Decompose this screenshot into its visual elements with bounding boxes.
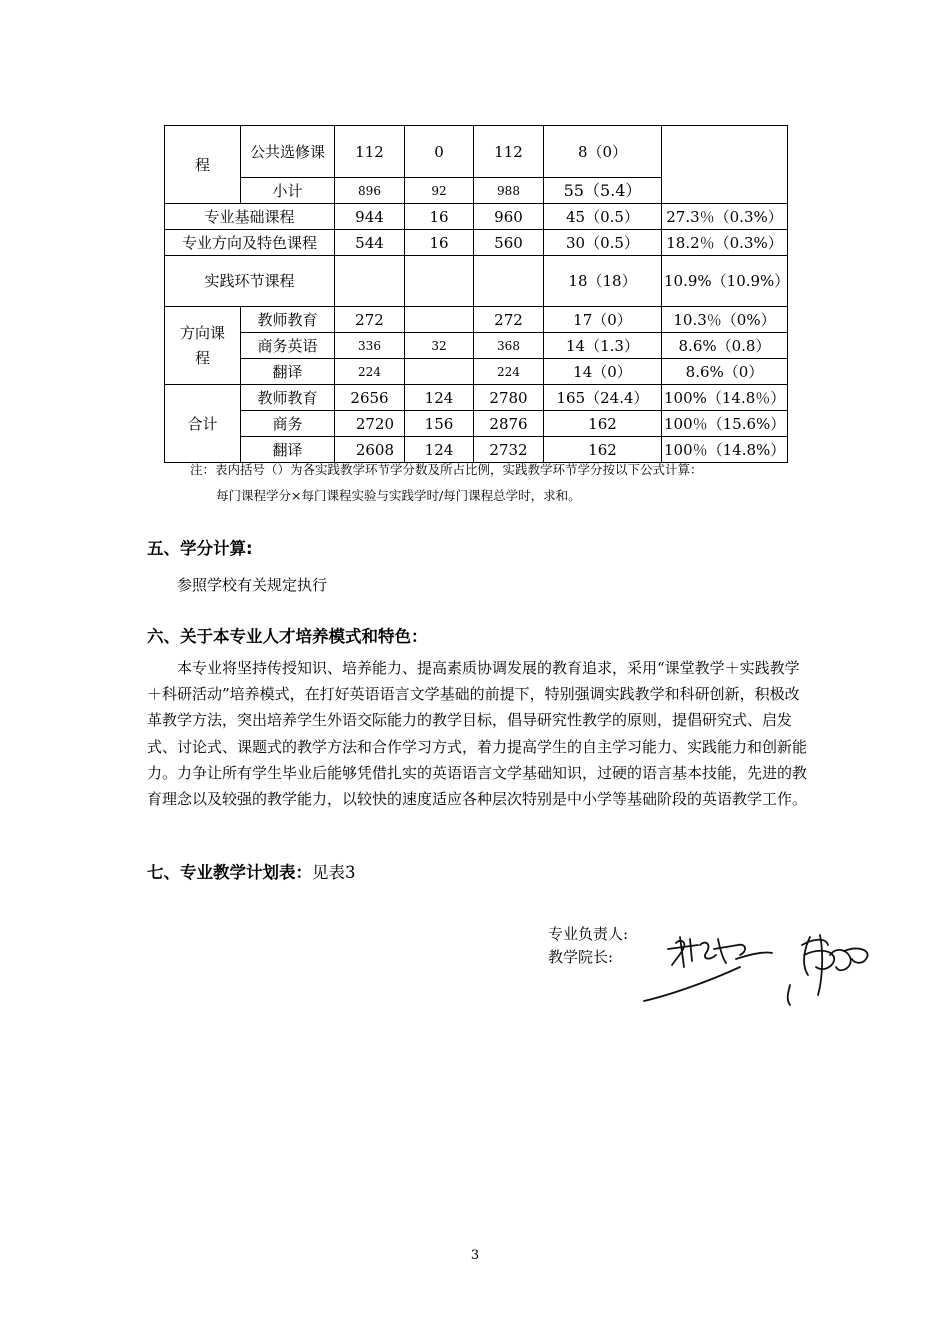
credit-table [164, 125, 788, 463]
table-cell: 商务英语 [241, 333, 335, 359]
table-cell: 程 [165, 126, 241, 204]
table-cell: 2608 [335, 437, 405, 463]
table-cell: 18.2％（0.3%） [662, 230, 788, 256]
table-cell: 合计 [165, 385, 241, 463]
table-cell: 112 [474, 126, 544, 178]
table-cell: 100％（15.6%） [662, 411, 788, 437]
table-cell: 17（0） [544, 307, 662, 333]
table-cell: 336 [335, 333, 405, 359]
table-cell [474, 256, 544, 307]
signature-stroke [714, 939, 745, 963]
table-cell: 2656 [335, 385, 405, 411]
table-cell: 32 [405, 333, 474, 359]
section-5-heading: 五、学分计算: [147, 539, 253, 558]
table-cell: 2780 [474, 385, 544, 411]
table-cell: 100％（14.8%） [662, 437, 788, 463]
program-head-label: 专业负责人: [548, 925, 629, 943]
table-cell: 30（0.5） [544, 230, 662, 256]
table-cell: 92 [405, 178, 474, 204]
table-cell: 165（24.4） [544, 385, 662, 411]
table-cell [335, 256, 405, 307]
table-cell: 124 [405, 385, 474, 411]
table-cell: 544 [335, 230, 405, 256]
table-cell: 2720 [335, 411, 405, 437]
table-cell: 272 [335, 307, 405, 333]
table-row [165, 307, 788, 333]
table-cell: 960 [474, 204, 544, 230]
section-6-paragraph-text: 本专业将坚持传授知识、培养能力、提高素质协调发展的教育追求，采用“课堂教学＋实践教学＋科研活动”培养模式，在打好英语语言文学基础的前提下，特别强调实践教学和科研创新，积极改革教学方法，突出培养学生外语交际能力的教学目标，倡导研究性教学的原则，提倡研究式、启发式、讨论式、课题式的教学方法和合作学习方式，着力提高学生的自主学习能力、实践能力和创新能力。力争让所有学生毕业后能够凭借扎实的英语语言文学基础知识，过硬的语言基本技能，先进的教育理念以及较强的教学能力，以较快的速度适应各种层次特别是中小学等基础阶段的英语教学工作。 [147, 659, 808, 809]
table-cell: 专业方向及特色课程 [165, 230, 335, 256]
table-cell: 124 [405, 437, 474, 463]
table-cell: 8（0） [544, 126, 662, 178]
table-cell: 368 [474, 333, 544, 359]
table-cell: 8.6%（0.8） [662, 333, 788, 359]
table-cell: 10.9%（10.9%） [662, 256, 788, 307]
table-cell: 16 [405, 204, 474, 230]
section-7-reference: 见表3 [312, 863, 356, 882]
table-cell: 2876 [474, 411, 544, 437]
table-cell: 100%（14.8％） [662, 385, 788, 411]
table-cell: 224 [335, 359, 405, 385]
signature-stroke [644, 952, 772, 1001]
table-cell: 商务 [241, 411, 335, 437]
section-6-heading: 六、关于本专业人才培养模式和特色： [147, 627, 428, 646]
table-cell [165, 307, 241, 385]
table-row [165, 359, 788, 385]
table-cell: 224 [474, 359, 544, 385]
table-cell: 14（0） [544, 359, 662, 385]
table-cell: 112 [335, 126, 405, 178]
table-cell: 教师教育 [241, 385, 335, 411]
signature-stroke [804, 951, 834, 969]
table-cell: 18（18） [544, 256, 662, 307]
signature-stroke [700, 943, 716, 959]
table-row [165, 256, 788, 307]
teaching-dean-label: 教学院长: [548, 948, 614, 966]
table-cell: 专业基础课程 [165, 204, 335, 230]
table-cell: 14（1.3） [544, 333, 662, 359]
table-row [165, 126, 788, 178]
table-cell: 8.6%（0） [662, 359, 788, 385]
table-cell: 988 [474, 178, 544, 204]
table-note-line-2: 每门课程学分×每门课程实验与实践学时/每门课程总学时，求和。 [216, 488, 581, 503]
table-cell [662, 126, 788, 204]
table-cell: 教师教育 [241, 307, 335, 333]
section-5-text: 参照学校有关规定执行 [177, 576, 328, 594]
handwritten-signatures [640, 915, 880, 1015]
signature-stroke [818, 935, 851, 995]
table-cell: 2732 [474, 437, 544, 463]
table-cell: 162 [544, 437, 662, 463]
table-note-line-1: 注：表内括号（）为各实践教学环节学分数及所占比例，实践教学环节学分按以下公式计算： [190, 462, 703, 477]
table-row [165, 204, 788, 230]
table-cell: 162 [544, 411, 662, 437]
table-cell: 0 [405, 126, 474, 178]
table-row [165, 385, 788, 411]
table-cell: 55（5.4） [544, 178, 662, 204]
table-cell: 小计 [241, 178, 335, 204]
table-row [165, 411, 788, 437]
table-cell: 翻译 [241, 359, 335, 385]
page-number: 3 [470, 1248, 480, 1263]
table-row [165, 333, 788, 359]
table-cell: 公共选修课 [241, 126, 335, 178]
table-cell: 944 [335, 204, 405, 230]
signature-stroke [788, 985, 790, 1005]
table-row [165, 230, 788, 256]
table-cell: 翻译 [241, 437, 335, 463]
table-row [165, 437, 788, 463]
table-cell: 10.3％（0%） [662, 307, 788, 333]
table-cell: 45（0.5） [544, 204, 662, 230]
table-cell: 272 [474, 307, 544, 333]
table-cell: 实践环节课程 [165, 256, 335, 307]
table-cell: 156 [405, 411, 474, 437]
table-cell: 16 [405, 230, 474, 256]
signature-stroke [844, 949, 868, 963]
section-7-heading [147, 859, 356, 883]
table-cell [405, 256, 474, 307]
table-cell [405, 307, 474, 333]
table-cell: 896 [335, 178, 405, 204]
section-7-heading-text: 七、专业教学计划表： [147, 863, 312, 882]
table-cell [405, 359, 474, 385]
table-cell: 560 [474, 230, 544, 256]
direction-label: 方向课程 [179, 323, 225, 367]
section-6-paragraph [147, 655, 807, 812]
table-cell: 27.3％（0.3%） [662, 204, 788, 230]
